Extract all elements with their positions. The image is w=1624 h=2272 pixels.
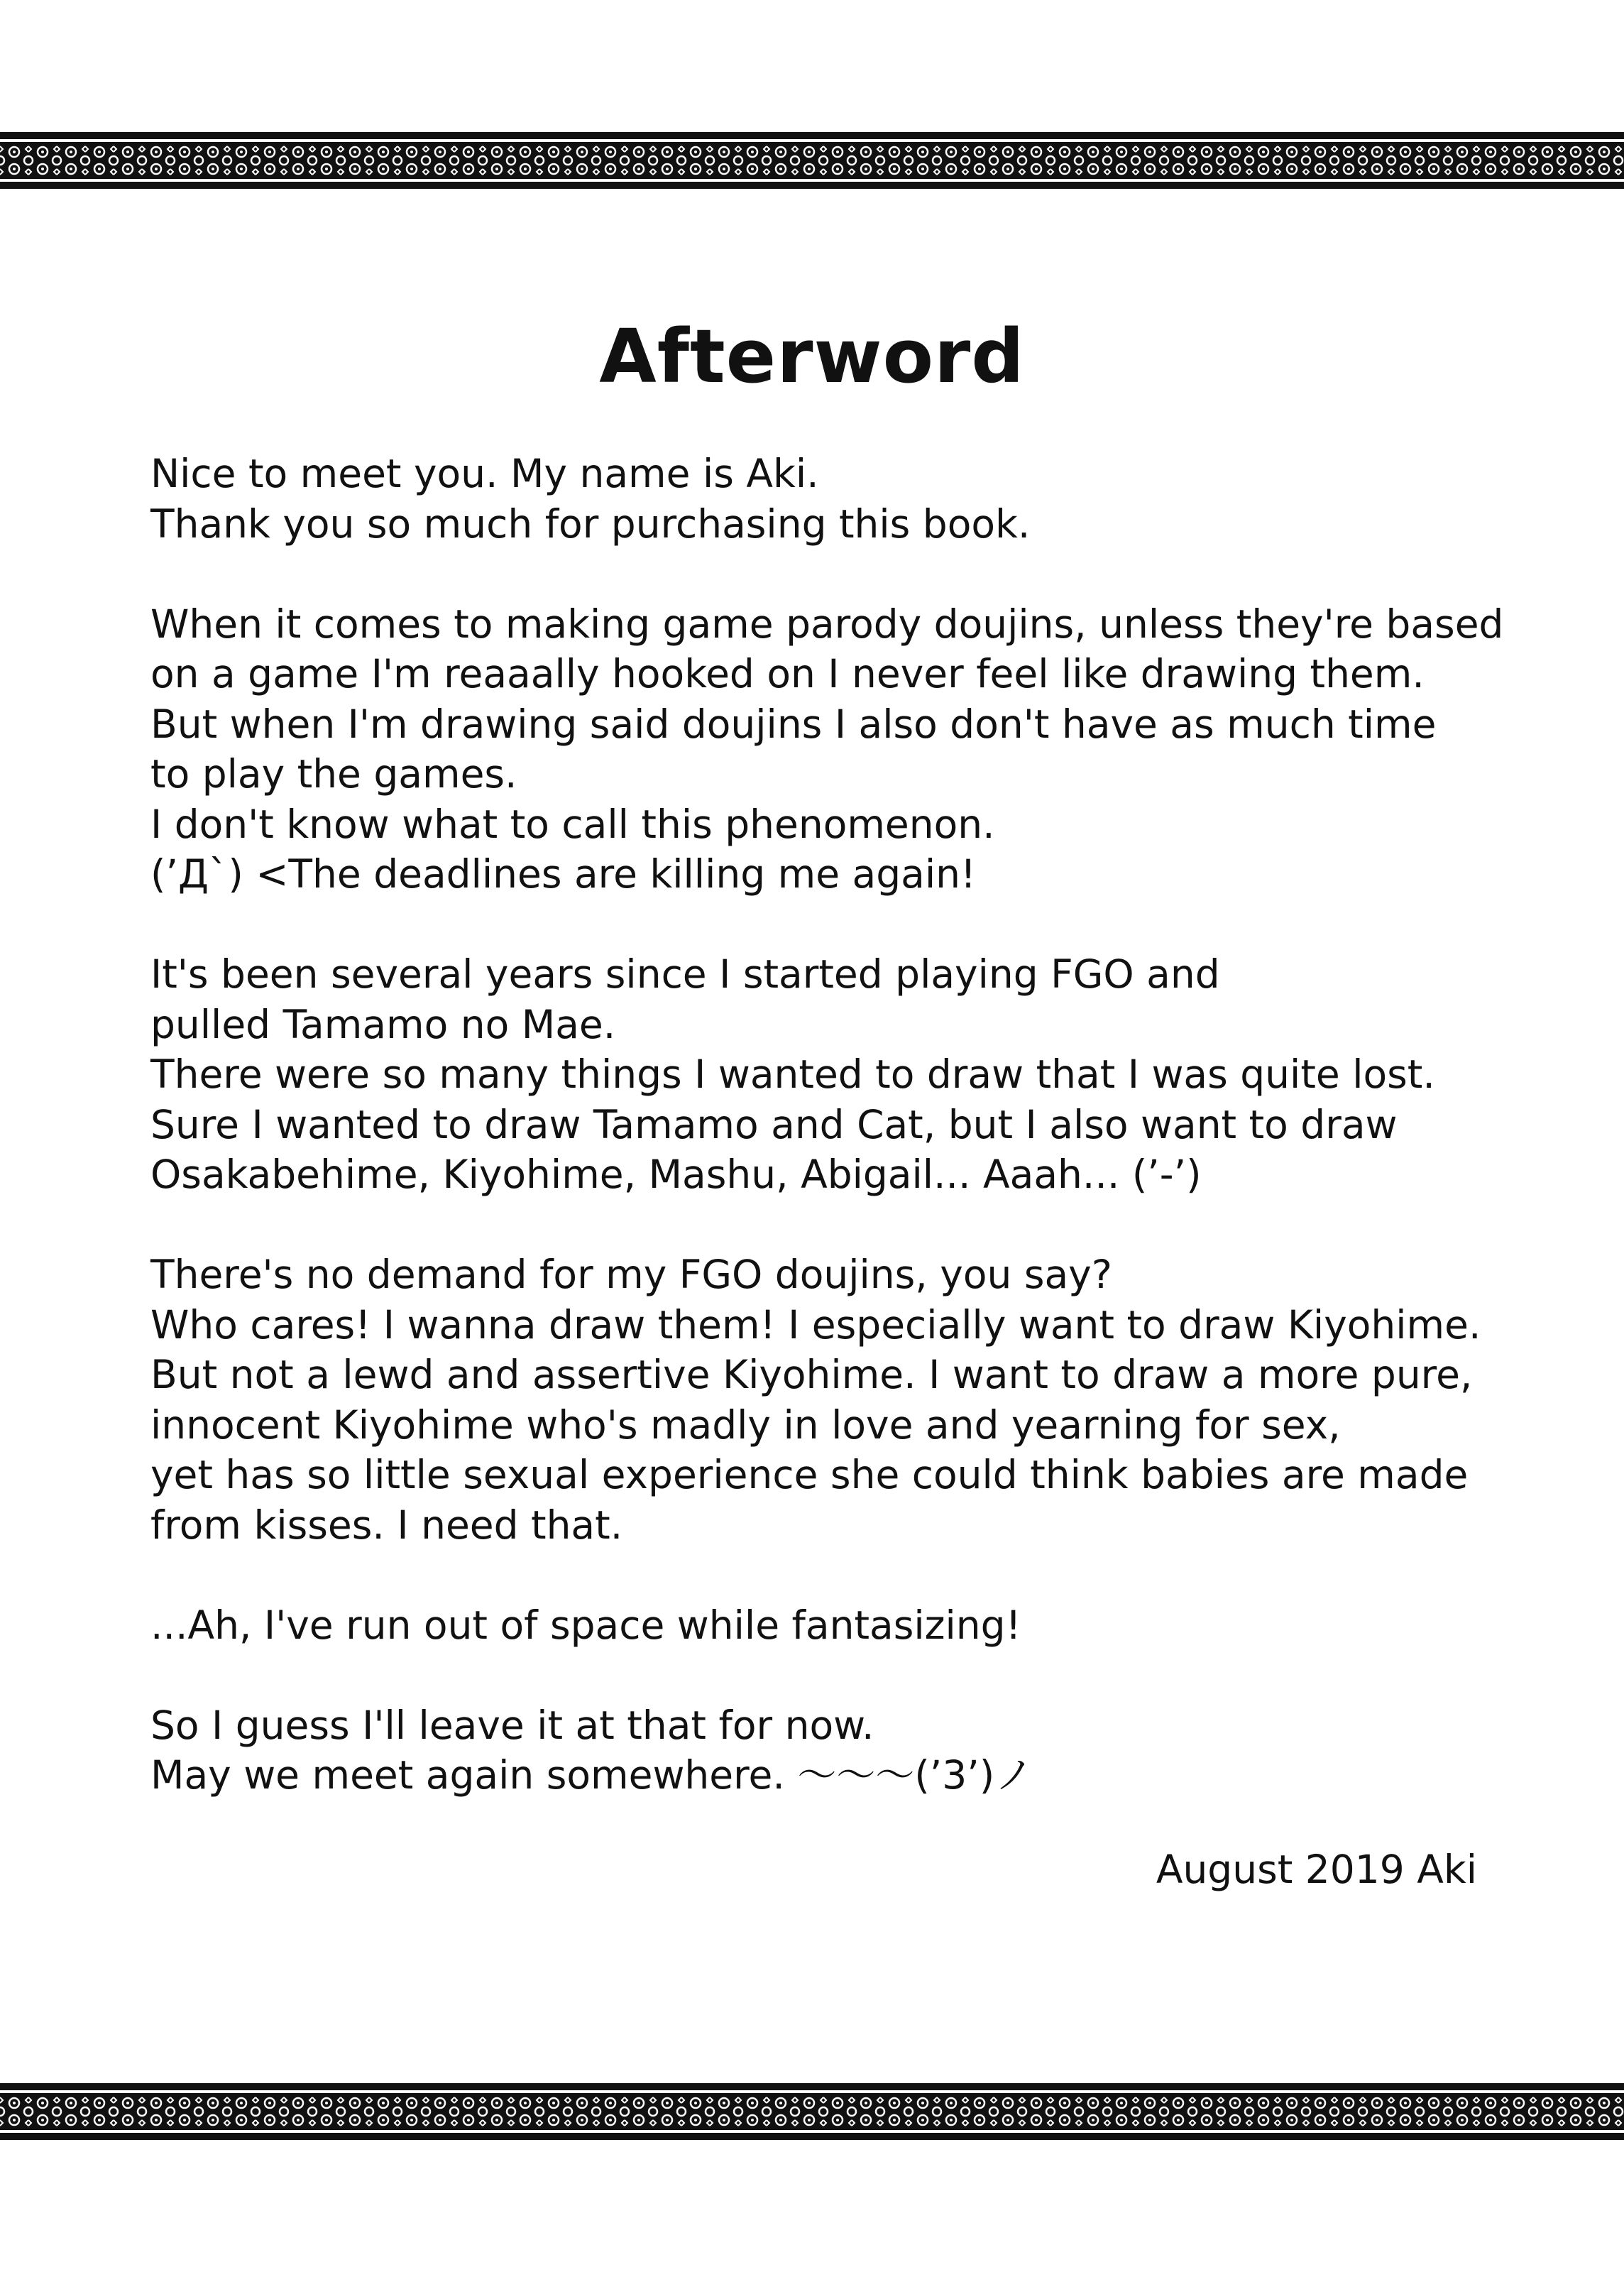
text-line: May we meet again somewhere. ～～～(’3’)ノ bbox=[150, 1752, 1034, 1798]
paragraph bbox=[150, 1600, 1499, 1651]
lace-border-bottom bbox=[0, 2083, 1624, 2140]
text-line: So I guess I'll leave it at that for now. bbox=[150, 1702, 874, 1748]
text-line: But when I'm drawing said doujins I also don't have as much time bbox=[150, 701, 1437, 747]
text-line: pulled Tamamo no Mae. bbox=[150, 1001, 616, 1047]
text-line: innocent Kiyohime who's madly in love and yearning for sex, bbox=[150, 1402, 1341, 1448]
text-line: There's no demand for my FGO doujins, you say? bbox=[150, 1252, 1112, 1297]
text-line: It's been several years since I started playing FGO and bbox=[150, 951, 1220, 997]
paragraph bbox=[150, 449, 1499, 549]
text-line: Sure I wanted to draw Tamamo and Cat, but I also want to draw bbox=[150, 1101, 1398, 1147]
text-line: from kisses. I need that. bbox=[150, 1502, 623, 1548]
text-line: Nice to meet you. My name is Aki. bbox=[150, 451, 819, 496]
text-line: ...Ah, I've run out of space while fantasizing! bbox=[150, 1602, 1021, 1648]
afterword-body bbox=[150, 449, 1504, 1801]
text-line: yet has so little sexual experience she could think babies are made bbox=[150, 1452, 1469, 1497]
text-line: Osakabehime, Kiyohime, Mashu, Abigail... Aaah... (’-’) bbox=[150, 1152, 1202, 1197]
lace-border-top bbox=[0, 132, 1624, 189]
paragraph bbox=[150, 1700, 1499, 1801]
text-line: Who cares! I wanna draw them! I especially want to draw Kiyohime. bbox=[150, 1301, 1481, 1348]
text-line: (’Д`) <The deadlines are killing me again! bbox=[150, 851, 977, 897]
text-line: I don't know what to call this phenomenon. bbox=[150, 801, 995, 847]
paragraph bbox=[150, 1250, 1499, 1550]
text-line: But not a lewd and assertive Kiyohime. I want to draw a more pure, bbox=[150, 1352, 1473, 1397]
paragraph bbox=[150, 599, 1504, 900]
text-line: Thank you so much for purchasing this book. bbox=[150, 501, 1031, 547]
page-title: Afterword bbox=[599, 313, 1025, 400]
text-line: on a game I'm reaaally hooked on I never feel like drawing them. bbox=[150, 651, 1425, 697]
signature: August 2019 Aki bbox=[1156, 1847, 1477, 1892]
text-line: to play the games. bbox=[150, 751, 517, 797]
lace-border-icon bbox=[0, 2083, 1624, 2140]
paragraph bbox=[150, 949, 1499, 1200]
lace-border-icon bbox=[0, 132, 1624, 189]
text-line: When it comes to making game parody doujins, unless they're based bbox=[150, 601, 1504, 647]
text-line: There were so many things I wanted to draw that I was quite lost. bbox=[150, 1052, 1435, 1097]
